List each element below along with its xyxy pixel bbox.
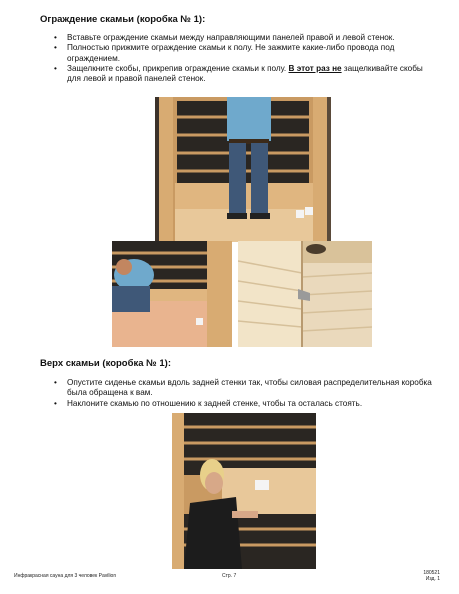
photo-bracket-closeup <box>238 241 372 347</box>
instruction-item <box>54 64 434 85</box>
footer-edition: Изд. 1 <box>425 576 440 582</box>
instruction-emphasis: В этот раз не <box>288 63 342 73</box>
instruction-text: Защелкните скобы, прикрепив ограждение скамьи к полу. <box>67 63 289 73</box>
photo-crouching-near-bench <box>112 241 232 347</box>
instruction-list-bench-guard <box>54 33 434 84</box>
instruction-list-bench-top <box>54 378 434 409</box>
section-heading-bench-top: Верх скамьи (коробка № 1): <box>40 358 172 369</box>
footer-product-name: Инфракрасная сауна для 3 человек Pavilion <box>14 573 117 579</box>
instruction-item: • Вставьте ограждение скамьи между направляющими панелей правой и левой стенок. <box>54 33 434 43</box>
instruction-text: защелкивайте скобы для левой и правой панелей стенок. <box>67 63 423 84</box>
photo-placing-bench-top <box>172 413 316 569</box>
photo-installing-bench-guard <box>155 97 331 242</box>
instruction-item: • Наклоните скамью по отношению к задней стенке, чтобы та осталась стоять. <box>54 399 434 409</box>
footer-page-number: Стр. 7 <box>222 573 237 579</box>
footer-date: 180521 <box>423 570 440 576</box>
section-heading-bench-guard: Ограждение скамьи (коробка № 1): <box>40 14 206 25</box>
footer-revision <box>400 570 440 582</box>
instruction-item: • Полностью прижмите ограждение скамьи к полу. Не зажмите какие-либо провода под ограждением. <box>54 43 434 64</box>
instruction-item: • Опустите сиденье скамьи вдоль задней стенки так, чтобы силовая распределительная коробка была обращена к вам. <box>54 378 434 399</box>
